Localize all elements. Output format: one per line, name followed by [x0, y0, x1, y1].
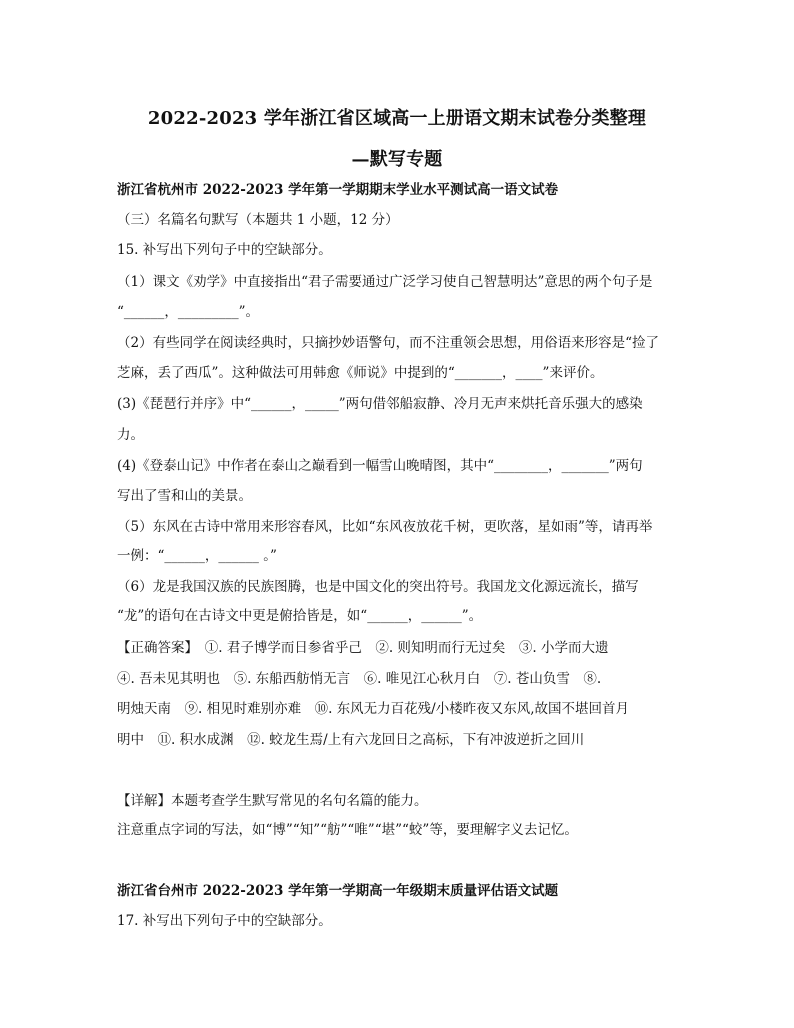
- question-15-stem: 15. 补写出下列句子中的空缺部分。: [117, 242, 332, 258]
- question-15-item-4: (4)《登泰山记》中作者在泰山之巅看到一幅雪山晚晴图，其中“________，_______”两句: [117, 458, 643, 474]
- question-15-item-5: （5）东风在古诗中常用来形容春风，比如“东风夜放花千树，更吹落，星如雨”等，请再举: [117, 519, 653, 535]
- answer-line-3: 明烛天南 ⑨. 相见时难别亦难 ⑩. 东风无力百花残/小楼昨夜又东风,故国不堪回首月: [117, 701, 630, 717]
- question-15-item-3-cont: 力。: [117, 427, 144, 443]
- question-15-item-5-blank: 一例：“______，______ 。”: [117, 548, 277, 564]
- explanation-line-1: 【详解】本题考查学生默写常见的名句名篇的能力。: [117, 793, 428, 809]
- question-15-item-3: (3)《琵琶行并序》中“______，_____”两句借邻船寂静、冷月无声来烘托音乐强大的感染: [117, 396, 643, 412]
- question-15-item-4-cont: 写出了雪和山的美景。: [117, 488, 252, 504]
- question-section-label: （三）名篇名句默写（本题共 1 小题，12 分）: [117, 212, 399, 228]
- explanation-line-2: 注意重点字词的写法，如“博”“知”“舫”“唯”“堪”“蛟”等，要理解字义去记忆。: [117, 822, 578, 838]
- answer-line-1: 【正确答案】 ①. 君子博学而日参省乎己 ②. 则知明而行无过矣 ③. 小学而大遗: [117, 640, 609, 656]
- question-15-item-6: （6）龙是我国汉族的民族图腾，也是中国文化的突出符号。我国龙文化源远流长，描写: [117, 579, 639, 595]
- question-15-item-6-cont: “龙”的语句在古诗文中更是俯拾皆是，如“______，______”。: [117, 608, 483, 624]
- document-subtitle: —默写专题: [351, 149, 443, 170]
- question-15-item-2: （2）有些同学在阅读经典时，只摘抄妙语警句，而不注重领会思想，用俗语来形容是“捡了: [117, 335, 659, 351]
- question-15-item-1: （1）课文《劝学》中直接指出“君子需要通过广泛学习使自己智慧明达”意思的两个句子是: [117, 274, 653, 290]
- section-heading-hangzhou: 浙江省杭州市 2022-2023 学年第一学期期末学业水平测试高一语文试卷: [117, 182, 559, 198]
- question-15-item-1-blank: “______，_________”。: [117, 304, 260, 320]
- question-15-item-2-cont: 芝麻，丢了西瓜”。这种做法可用韩愈《师说》中提到的“_______，____”来评价。: [117, 365, 604, 381]
- answer-line-2: ④. 吾未见其明也 ⑤. 东船西舫悄无言 ⑥. 唯见江心秋月白 ⑦. 苍山负雪 ⑧.: [117, 671, 602, 687]
- document-title: 2022-2023 学年浙江省区域高一上册语文期末试卷分类整理: [147, 108, 647, 129]
- section-heading-taizhou: 浙江省台州市 2022-2023 学年第一学期高一年级期末质量评估语文试题: [117, 883, 559, 899]
- question-17-stem: 17. 补写出下列句子中的空缺部分。: [117, 913, 332, 929]
- answer-line-4: 明中 ⑪. 积水成渊 ⑫. 蛟龙生焉/上有六龙回日之高标，下有冲波逆折之回川: [117, 732, 585, 748]
